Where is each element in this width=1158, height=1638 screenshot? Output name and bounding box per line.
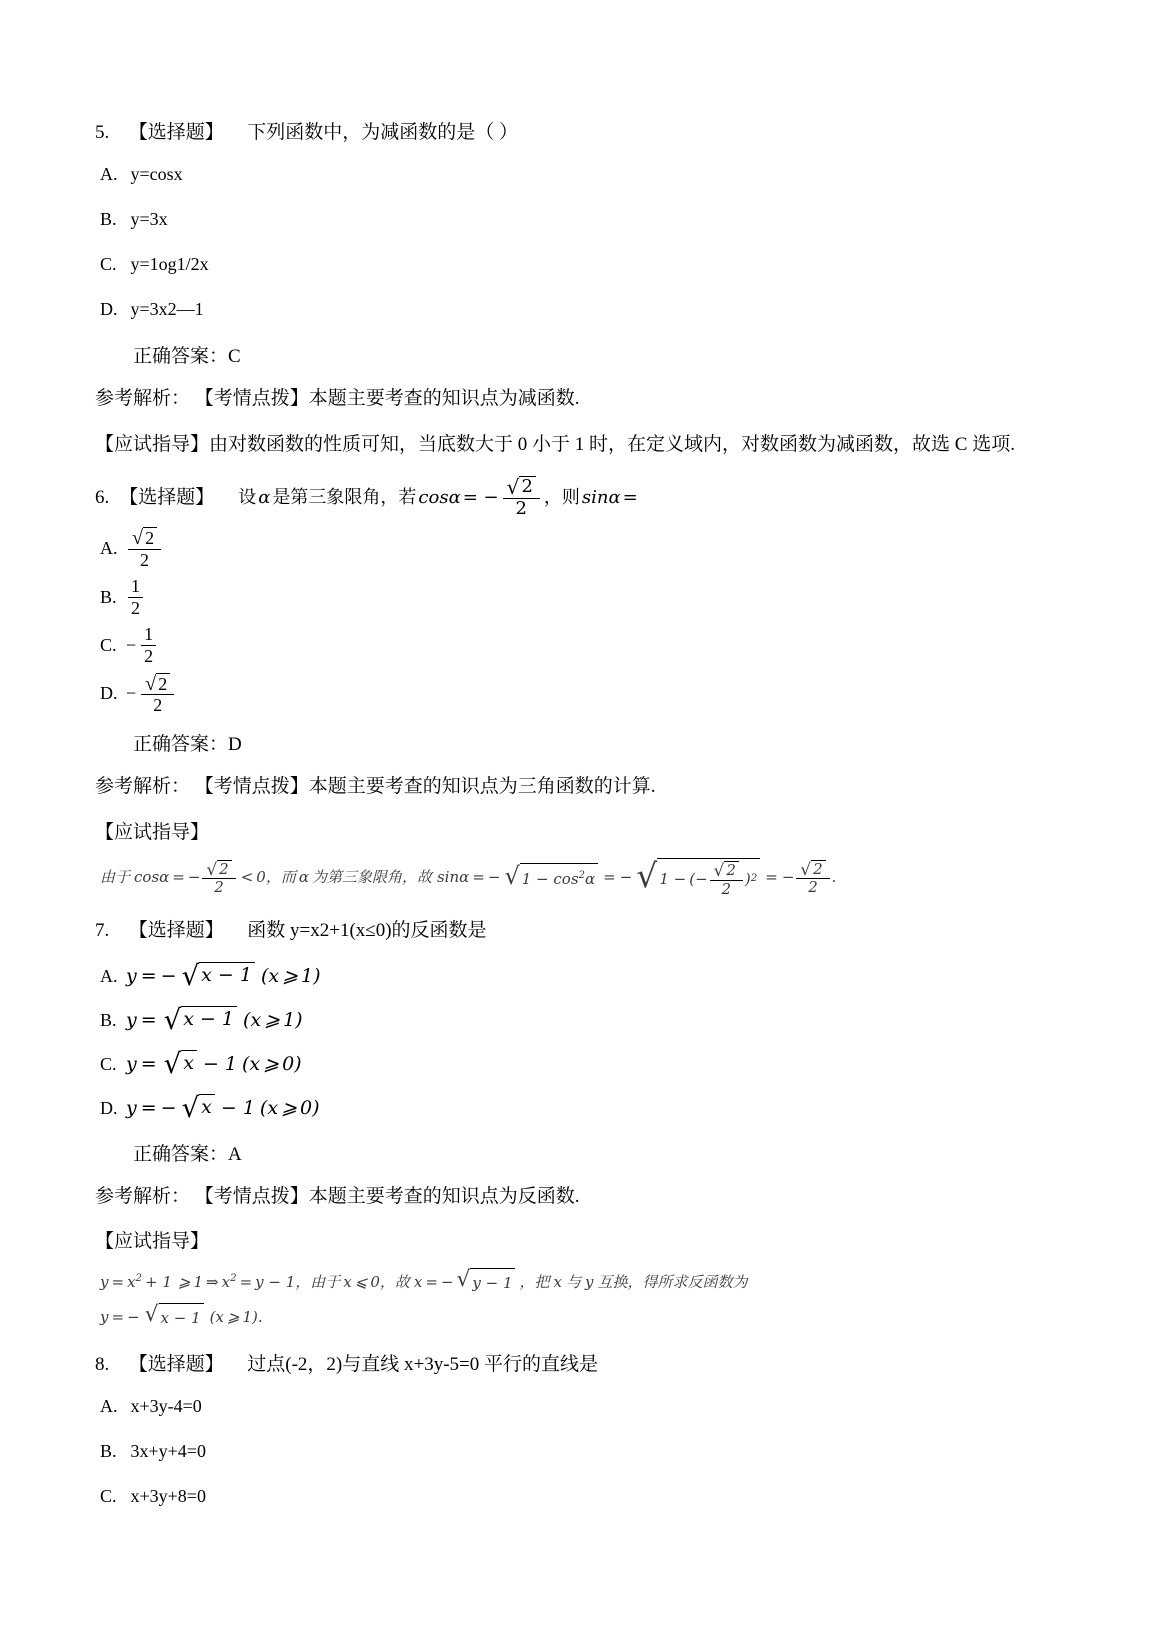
question-7-analysis [95, 1182, 1063, 1212]
question-7-option-c[interactable] [95, 1047, 1063, 1081]
document-content [95, 118, 1063, 1528]
question-5-option-a[interactable] [95, 161, 1063, 188]
option-expression: − $\frac{1}{2}$ [126, 625, 158, 666]
option-label: B. [100, 586, 117, 607]
option-label: B. [100, 209, 117, 230]
option-label: A. [100, 164, 118, 185]
option-expression: y = √ x − 1 ( x ⩾ 1) [126, 1004, 303, 1037]
guide-label: 【应试指导】 [95, 433, 210, 455]
option-label: C. [100, 254, 117, 275]
fraction: √ 2 2 [503, 476, 540, 519]
question-7-guide-label: 【应试指导】 [95, 1231, 210, 1253]
question-8-tag: 【选择题】 [128, 1353, 224, 1375]
option-label: A. [100, 1396, 118, 1417]
option-label: D. [100, 683, 118, 704]
option-label: B. [100, 1441, 117, 1462]
question-6-analysis [95, 772, 1063, 802]
question-6-option-b[interactable] [95, 576, 1063, 618]
option-label: A. [100, 965, 118, 986]
guide-text: 由对数函数的性质可知，当底数大于 0 小于 1 时，在定义域内，对数函数为减函数，故选 C 选项. [209, 433, 1015, 455]
option-expression: y = − √ x − 1 ( x ⩾ 1) [126, 960, 321, 993]
question-6-option-a[interactable] [95, 527, 1063, 570]
question-6-option-d[interactable] [95, 672, 1063, 715]
question-6-option-c[interactable] [95, 624, 1063, 666]
question-6-tag: 【选择题】 [119, 486, 215, 508]
question-7-stem [95, 916, 1063, 945]
question-6-guide-math: 由于 cos α = − √ 2 2 < 0，而 α 为第三象限角，故 sin α = − √ $1 - \cos^2\alpha$ = − √ 1 − ( − √ 2 2 ) 2 = − √ 2 2 . [100, 856, 837, 898]
analysis-label: 参考解析： [95, 388, 191, 410]
option-expression: y = √ x − 1 ( x ⩾ 0) [126, 1048, 302, 1081]
option-text: y=3x [130, 209, 168, 230]
analysis-label: 参考解析： [95, 1186, 191, 1208]
option-label: D. [100, 1097, 118, 1118]
question-7-option-b[interactable] [95, 1003, 1063, 1037]
question-7-answer: 正确答案：A [133, 1144, 242, 1166]
analysis-label: 参考解析： [95, 776, 191, 798]
analysis-text: 【考情点拨】本题主要考查的知识点为反函数. [194, 1186, 580, 1208]
question-8-stem [95, 1350, 1063, 1379]
question-5-option-d[interactable] [95, 296, 1063, 323]
analysis-text: 【考情点拨】本题主要考查的知识点为减函数. [194, 388, 580, 410]
question-7-option-a[interactable] [95, 959, 1063, 993]
option-label: C. [100, 634, 117, 655]
option-expression: y = − √ x − 1 ( x ⩾ 0) [126, 1092, 320, 1125]
question-8-option-a[interactable] [95, 1393, 1063, 1420]
option-label: B. [100, 1009, 117, 1030]
option-text: x+3y+8=0 [130, 1486, 206, 1507]
option-expression: − √ 2 2 [126, 672, 176, 715]
question-8-text: 过点(-2，2)与直线 x+3y-5=0 平行的直线是 [247, 1353, 599, 1375]
option-expression: √ 2 2 [126, 527, 163, 570]
question-7-number: 7. [95, 919, 110, 941]
question-5-text: 下列函数中，为减函数的是（ ） [247, 122, 519, 143]
question-5-number: 5. [95, 122, 110, 143]
analysis-text: 【考情点拨】本题主要考查的知识点为三角函数的计算. [194, 776, 656, 798]
question-5-analysis [95, 384, 1063, 414]
question-5-tag: 【选择题】 [128, 122, 224, 143]
question-6-stem [95, 476, 1063, 519]
question-5-answer: 正确答案：C [133, 346, 241, 368]
question-8-option-c[interactable] [95, 1483, 1063, 1510]
option-label: C. [100, 1053, 117, 1074]
option-label: C. [100, 1486, 117, 1507]
question-5-option-b[interactable] [95, 206, 1063, 233]
option-text: y=3x2—1 [130, 299, 204, 320]
question-7-text: 函数 y=x2+1(x≤0)的反函数是 [247, 919, 487, 941]
question-5-option-c[interactable] [95, 251, 1063, 278]
question-7-tag: 【选择题】 [128, 919, 224, 941]
option-text: 3x+y+4=0 [130, 1441, 206, 1462]
question-6-answer: 正确答案：D [133, 734, 242, 756]
question-8-option-b[interactable] [95, 1438, 1063, 1465]
option-text: y=1og1/2x [130, 254, 209, 275]
question-7-option-d[interactable] [95, 1091, 1063, 1125]
question-6-guide-label: 【应试指导】 [95, 821, 210, 843]
option-text: x+3y-4=0 [130, 1396, 202, 1417]
option-text: y=cosx [130, 164, 183, 185]
question-7-guide-math: y = $x^2$ + 1 ⩾ 1 ⇒ $x^2$ = y − 1 ，由于 x ⩽ 0，故 x = − √ y − 1 ，把 x 与 y 互换，得所求反函数为 y = − √ x − 1 ( x ⩾ 1). [95, 1268, 1063, 1332]
option-label: D. [100, 299, 118, 320]
option-expression: $\frac{1}{2}$ [126, 577, 145, 618]
question-6-number: 6. [95, 486, 110, 508]
question-8-number: 8. [95, 1353, 110, 1375]
question-6-formula: 设 α 是第三象限角，若 cosα = − √ 2 2 ，则 sinα = [238, 475, 638, 520]
option-label: A. [100, 538, 118, 559]
question-5-stem [95, 118, 1063, 147]
question-5-guide [95, 429, 1063, 460]
